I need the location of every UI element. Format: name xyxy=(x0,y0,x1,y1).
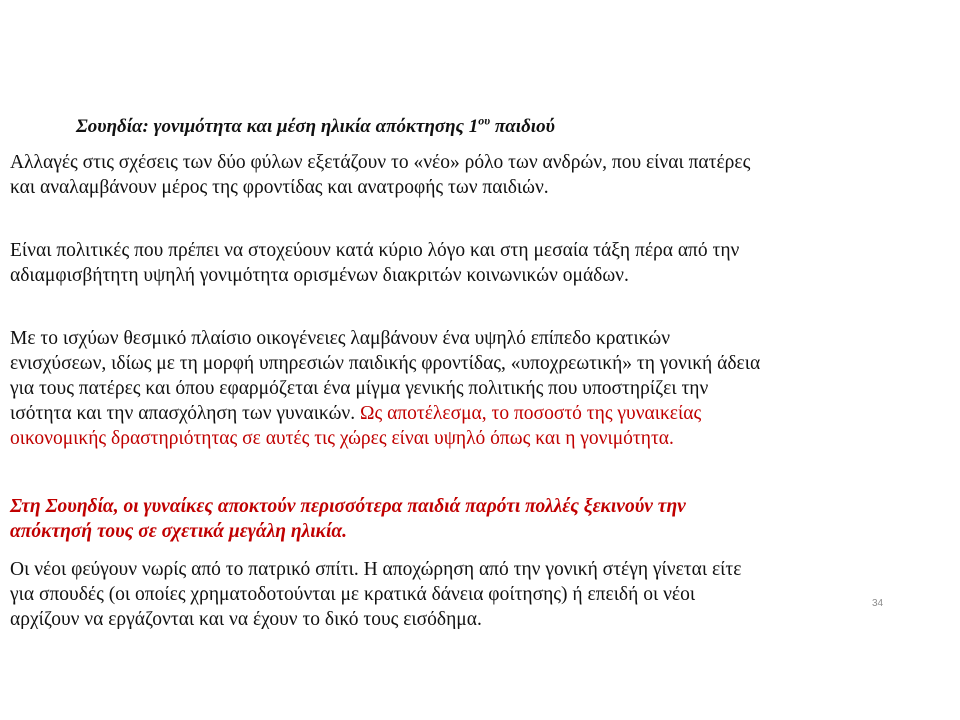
highlight-sweden-line: Στη Σουηδία, οι γυναίκες αποκτούν περισσότερα παιδιά παρότι πολλές ξεκινούν την xyxy=(10,496,686,517)
paragraph-line: Αλλαγές στις σχέσεις των δύο φύλων εξετάζουν το «νέο» ρόλο των ανδρών, που είναι πατέρες xyxy=(10,152,751,173)
paragraph-line: για τους πατέρες και όπου εφαρμόζεται ένα μίγμα γενικής πολιτικής που υποστηρίζει την xyxy=(10,378,709,399)
paragraph-line: Είναι πολιτικές που πρέπει να στοχεύουν κατά κύριο λόγο και στη μεσαία τάξη πέρα από την xyxy=(10,240,740,261)
paragraph-mens-role xyxy=(10,150,910,200)
paragraph-line-text: ισότητα και την απασχόληση των γυναικών. xyxy=(10,403,360,424)
paragraph-young-leave-home xyxy=(10,557,910,629)
paragraph-line: αδιαμφισβήτητη υψηλή γονιμότητα ορισμένων διακριτών κοινωνικών ομάδων. xyxy=(10,265,629,286)
paragraph-institutional-framework xyxy=(10,326,910,451)
paragraph-line xyxy=(10,401,910,426)
slide-title xyxy=(76,113,555,138)
paragraph-line: Με το ισχύων θεσμικό πλαίσιο οικογένειες λαμβάνουν ένα υψηλό επίπεδο κρατικών xyxy=(10,328,671,349)
paragraph-line: αρχίζουν να εργάζονται και να έχουν το δικό τους εισόδημα. xyxy=(10,609,482,629)
slide-title-superscript: ου xyxy=(478,113,491,128)
slide-title-end: παιδιού xyxy=(490,116,555,137)
highlight-result-text: Ως αποτέλεσμα, το ποσοστό της γυναικείας xyxy=(360,403,702,424)
paragraph-middle-class-policy xyxy=(10,238,910,288)
highlight-result-text: οικονομικής δραστηριότητας σε αυτές τις χώρες είναι υψηλό όπως και η γονιμότητα. xyxy=(10,428,674,449)
paragraph-line: ενισχύσεων, ιδίως με τη μορφή υπηρεσιών παιδικής φροντίδας, «υποχρεωτική» τη γονική άδεια xyxy=(10,353,761,374)
paragraph-line: και αναλαμβάνουν μέρος της φροντίδας και ανατροφής των παιδιών. xyxy=(10,177,549,198)
highlight-sweden-line: απόκτησή τους σε σχετικά μεγάλη ηλικία. xyxy=(10,521,348,542)
slide-title-main: Σουηδία: γονιμότητα και μέση ηλικία απόκτησης 1 xyxy=(76,116,479,137)
paragraph-line: Οι νέοι φεύγουν νωρίς από το πατρικό σπίτι. Η αποχώρηση από την γονική στέγη γίνεται είτε xyxy=(10,559,742,580)
paragraph-line: για σπουδές (οι οποίες χρηματοδοτούνται με κρατικά δάνεια φοίτησης) ή επειδή οι νέοι xyxy=(10,584,696,605)
page-number: 34 xyxy=(872,598,884,609)
paragraph-sweden-highlight xyxy=(10,494,910,544)
